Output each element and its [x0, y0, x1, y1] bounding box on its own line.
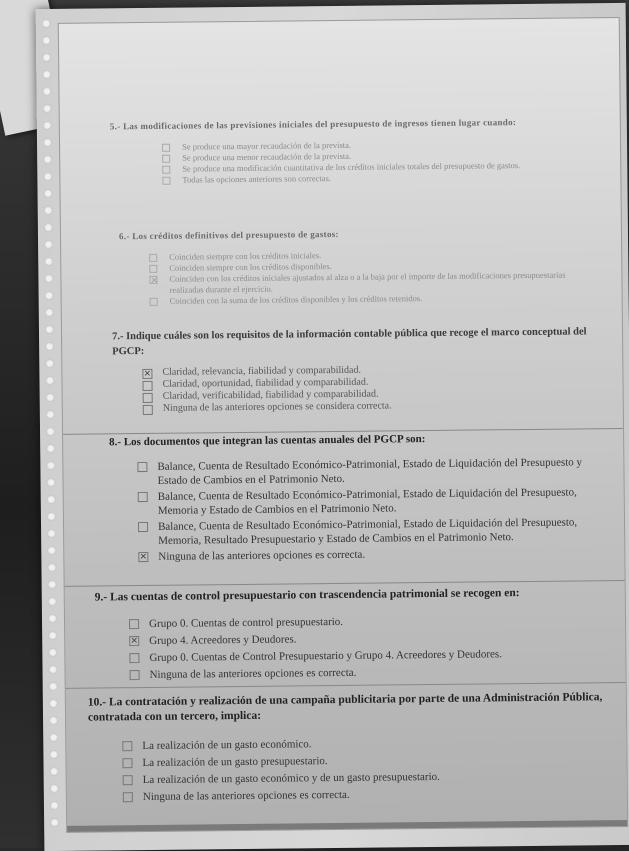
binder-hole — [50, 818, 59, 827]
answer-option[interactable] — [138, 515, 600, 548]
question-9 — [65, 585, 626, 683]
option-text: Ninguna de las anteriores opciones es correcta. — [158, 548, 366, 563]
binder-hole — [49, 699, 58, 708]
binder-hole — [48, 631, 57, 640]
option-text: Se produce una menor recaudación de la prevista. — [182, 150, 352, 163]
binder-hole — [46, 410, 55, 419]
binder-hole — [50, 801, 59, 810]
binder-hole — [49, 716, 58, 725]
binder-hole — [47, 529, 56, 538]
option-text: Ninguna de las anteriores opciones se considera correcta. — [162, 400, 392, 414]
question-10 — [66, 690, 627, 805]
question-6 — [61, 224, 622, 308]
checkbox[interactable] — [122, 758, 132, 768]
checkbox[interactable] — [129, 653, 139, 663]
exam-sheet — [36, 3, 629, 851]
binder-hole — [48, 665, 57, 674]
binder-hole — [50, 784, 59, 793]
binder-hole — [44, 240, 53, 249]
option-text: Claridad, oportunidad, fiabilidad y comparabilidad. — [162, 376, 369, 390]
answer-option[interactable] — [122, 751, 616, 770]
checkbox[interactable] — [137, 462, 147, 472]
option-text: Ninguna de las anteriores opciones es correcta. — [149, 666, 357, 681]
binder-hole — [44, 223, 53, 232]
checkbox[interactable] — [162, 177, 170, 185]
binder-hole — [42, 87, 51, 96]
bottom-edge — [67, 820, 627, 832]
checkbox[interactable]: × — [130, 636, 139, 647]
binder-hole — [42, 53, 51, 62]
option-text: Grupo 0. Cuentas de control presupuestario. — [148, 615, 344, 630]
option-text: Ninguna de las anteriores opciones es correcta. — [142, 788, 350, 804]
binder-hole — [49, 733, 58, 742]
checkbox[interactable] — [143, 405, 153, 415]
option-text: Coinciden con la suma de los créditos disponibles y los créditos retenidos. — [169, 293, 423, 306]
checkbox[interactable] — [143, 393, 153, 403]
binder-hole — [44, 274, 53, 283]
binder-hole — [50, 767, 59, 776]
checkbox[interactable] — [123, 775, 133, 785]
option-text: La realización de un gasto presupuestario. — [142, 755, 328, 770]
checkbox[interactable]: × — [139, 551, 148, 563]
binder-hole — [43, 104, 52, 113]
binder-hole — [46, 427, 55, 436]
checkbox[interactable] — [149, 254, 157, 262]
divider — [66, 682, 626, 689]
option-text: Claridad, verificabilidad, fiabilidad y comparabilidad. — [162, 388, 379, 402]
option-text: Se produce una mayor recaudación de la prevista. — [182, 139, 352, 152]
binder-hole — [43, 155, 52, 164]
answer-option[interactable] — [122, 734, 616, 753]
checkbox[interactable] — [150, 298, 158, 306]
checkbox[interactable] — [122, 741, 132, 751]
question-8 — [63, 430, 624, 565]
binder-hole — [47, 546, 56, 555]
option-text: Todas las opciones anteriores son correctas. — [182, 173, 332, 185]
binder-hole — [45, 376, 54, 385]
answer-option[interactable] — [138, 485, 600, 518]
binder-hole — [43, 189, 52, 198]
option-text: Se produce una modificación cuantitativa de los créditos iniciales totales del presupuesto de gastos. — [182, 160, 521, 174]
answer-option[interactable] — [129, 629, 607, 648]
binder-hole — [43, 121, 52, 130]
checkbox[interactable] — [138, 522, 148, 532]
checkbox[interactable] — [130, 670, 140, 680]
answer-option[interactable] — [123, 768, 617, 787]
binder-hole — [47, 512, 56, 521]
question-title: 10.- La contratación y realización de una campaña publicitaria por parte de una Administración Pública, contratada con un tercero, implica: — [87, 691, 603, 724]
question-title: 9.- Las cuentas de control presupuestario con trascendencia patrimonial se recogen en: — [94, 587, 520, 604]
option-text: Grupo 4. Acreedores y Deudores. — [149, 633, 297, 647]
binder-hole — [47, 495, 56, 504]
option-text: La realización de un gasto económico. — [142, 738, 312, 753]
option-text: Coinciden siempre con los créditos iniciales. — [169, 250, 322, 262]
option-text: Grupo 0. Cuentas de Control Presupuestario y Grupo 4. Acreedores y Deudores. — [149, 648, 502, 664]
binder-hole — [42, 70, 51, 79]
question-7 — [62, 324, 623, 416]
option-text: Balance, Cuenta de Resultado Económico-Patrimonial, Estado de Liquidación del Presupuesto, Memoria y Estado de Cambios en el Patrimonio Neto. — [157, 486, 577, 517]
binder-hole — [46, 461, 55, 470]
question-title: 6.- Los créditos definitivos del presupuesto de gastos: — [118, 228, 339, 242]
checkbox[interactable] — [123, 792, 133, 802]
answer-option[interactable] — [138, 545, 600, 564]
option-text: La realización de un gasto económico y de un gasto presupuestario. — [142, 770, 440, 787]
binder-hole — [48, 648, 57, 657]
binder-hole — [42, 19, 51, 28]
option-text: Balance, Cuenta de Resultado Económico-Patrimonial, Estado de Liquidación del Presupuesto, Memoria, Resultado Presupuestario y Estado de Cambios en el Patrimonio Neto. — [157, 516, 578, 547]
binder-hole — [43, 138, 52, 147]
binder-hole — [45, 308, 54, 317]
binder-hole — [45, 291, 54, 300]
question-title: 7.- Indique cuáles son los requisitos de la información contable pública que recoge el marco conceptual del PGCP: — [111, 326, 587, 358]
binder-hole — [44, 257, 53, 266]
binder-hole — [48, 614, 57, 623]
answer-option[interactable] — [129, 612, 607, 631]
binder-hole — [43, 172, 52, 181]
binder-hole — [49, 750, 58, 759]
option-text: Coinciden siempre con los créditos disponibles. — [169, 261, 332, 273]
sheet-content — [58, 17, 628, 833]
checkbox[interactable]: × — [150, 275, 159, 286]
checkbox[interactable]: × — [143, 368, 152, 380]
option-text: Balance, Cuenta de Resultado Económico-Patrimonial, Estado de Liquidación del Presupuesto y Estado de Cambios en el Patrimonio Neto. — [157, 456, 583, 487]
binder-hole — [42, 36, 51, 45]
binder-hole — [46, 393, 55, 402]
binder-hole — [47, 478, 56, 487]
checkbox[interactable] — [129, 619, 139, 629]
binder-hole — [45, 342, 54, 351]
binder-hole — [49, 682, 58, 691]
binder-hole — [48, 597, 57, 606]
checkbox[interactable] — [162, 166, 170, 174]
binder-hole — [46, 444, 55, 453]
binder-hole — [47, 563, 56, 572]
checkbox[interactable] — [162, 155, 170, 163]
checkbox[interactable] — [162, 144, 170, 152]
checkbox[interactable] — [149, 265, 157, 273]
answer-option[interactable] — [123, 785, 617, 804]
binder-hole — [44, 206, 53, 215]
binder-hole — [45, 359, 54, 368]
binder-hole — [48, 580, 57, 589]
checkbox[interactable] — [143, 381, 153, 391]
answer-option[interactable] — [129, 646, 607, 665]
answer-option[interactable] — [137, 455, 599, 488]
binder-hole — [45, 325, 54, 334]
checkbox[interactable] — [138, 492, 148, 502]
option-text: Coinciden con los créditos iniciales ajustados al alza o a la baja por el importe de las modificaciones presupuestarias realizadas durante el ejercicio. — [169, 269, 566, 295]
question-5 — [60, 114, 621, 187]
answer-option[interactable] — [130, 663, 608, 682]
option-text: Claridad, relevancia, fiabilidad y comparabilidad. — [162, 364, 361, 378]
question-title: 5.- Las modificaciones de las previsiones iniciales del presupuesto de ingresos tienen lugar cuando: — [109, 117, 517, 132]
question-title: 8.- Los documentos que integran las cuentas anuales del PGCP son: — [109, 433, 426, 449]
